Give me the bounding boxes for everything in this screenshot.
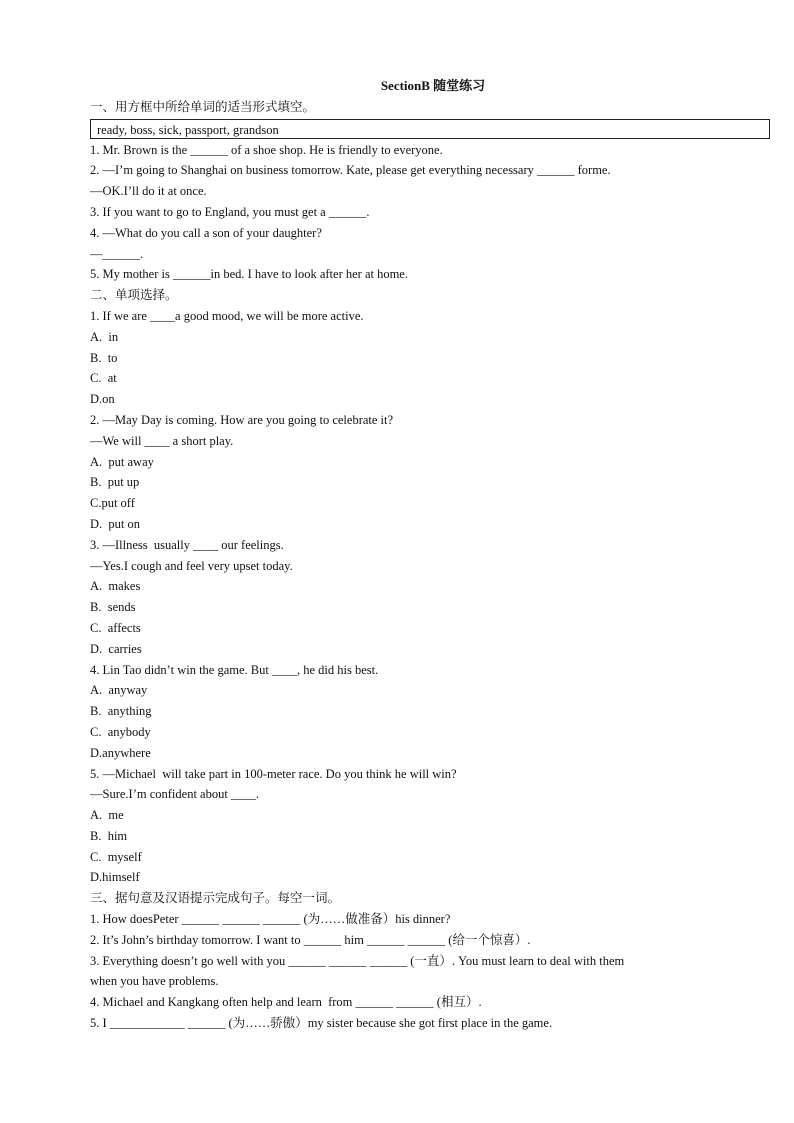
text-line: 2. It’s John’s birthday tomorrow. I want to ______ him ______ ______ (给一个惊喜）.: [90, 932, 531, 947]
section-2-heading: 二、单项选择。: [90, 287, 178, 303]
text-line: D. carries: [90, 641, 142, 656]
text-line: 1. How doesPeter ______ ______ ______ (为……做准备）his dinner?: [90, 912, 451, 927]
section-2-lines: [90, 306, 770, 888]
text-line: B. him: [90, 828, 128, 843]
text-line: —Sure.I’m confident about ____.: [90, 787, 260, 802]
text-line: 1. Mr. Brown is the ______ of a shoe shop. He is friendly to everyone.: [90, 142, 443, 157]
text-line: A. makes: [90, 579, 141, 594]
text-line: 2. —I’m going to Shanghai on business tomorrow. Kate, please get everything necessary ______ forme.: [90, 163, 611, 178]
section-1-heading: 一、用方框中所给单词的适当形式填空。: [90, 98, 316, 114]
text-line: —Yes.I cough and feel very upset today.: [90, 558, 293, 573]
text-line: D.himself: [90, 870, 140, 885]
text-line: D. put on: [90, 516, 140, 531]
text-line: D.anywhere: [90, 745, 151, 760]
text-line: 5. —Michael will take part in 100-meter race. Do you think he will win?: [90, 766, 457, 781]
text-line: D.on: [90, 392, 115, 407]
text-line: A. put away: [90, 454, 154, 469]
text-line: —We will ____ a short play.: [90, 433, 234, 448]
text-line: 5. My mother is ______in bed. I have to look after her at home.: [90, 267, 408, 282]
text-line: 1. If we are ____a good mood, we will be more active.: [90, 308, 364, 323]
text-line: A. anyway: [90, 683, 148, 698]
text-line: —______.: [90, 246, 144, 261]
section-3-heading: 三、据句意及汉语提示完成句子。每空一词。: [90, 890, 341, 906]
text-line: B. to: [90, 350, 118, 365]
text-line: 5. I ____________ ______ (为……骄傲）my sister because she got first place in the game.: [90, 1016, 553, 1031]
text-line: 4. Lin Tao didn’t win the game. But ____, he did his best.: [90, 662, 379, 677]
text-line: —OK.I’ll do it at once.: [90, 184, 207, 199]
text-line: 3. If you want to go to England, you must get a ______.: [90, 204, 370, 219]
section-1-lines: [90, 140, 770, 286]
text-line: 2. —May Day is coming. How are you going to celebrate it?: [90, 412, 394, 427]
text-line: 3. Everything doesn’t go well with you ______ ______ ______ (一直）. You must learn to deal with them: [90, 953, 625, 968]
text-line: C. at: [90, 371, 117, 386]
page-title: SectionB 随堂练习: [380, 78, 486, 93]
text-line: A. in: [90, 329, 119, 344]
text-line: C. affects: [90, 620, 141, 635]
text-line: C. anybody: [90, 724, 151, 739]
text-line: C. myself: [90, 849, 142, 864]
word-box: ready, boss, sick, passport, grandson: [90, 119, 770, 139]
text-line: C.put off: [90, 496, 135, 511]
worksheet-content: [90, 76, 770, 1034]
text-line: A. me: [90, 808, 124, 823]
text-line: when you have problems.: [90, 974, 219, 989]
text-line: B. put up: [90, 475, 140, 490]
section-3-lines: [90, 909, 770, 1034]
text-line: 3. —Illness usually ____ our feelings.: [90, 537, 284, 552]
text-line: B. sends: [90, 600, 136, 615]
text-line: B. anything: [90, 704, 152, 719]
text-line: 4. —What do you call a son of your daughter?: [90, 225, 322, 240]
text-line: 4. Michael and Kangkang often help and learn from ______ ______ (相互）.: [90, 995, 482, 1010]
